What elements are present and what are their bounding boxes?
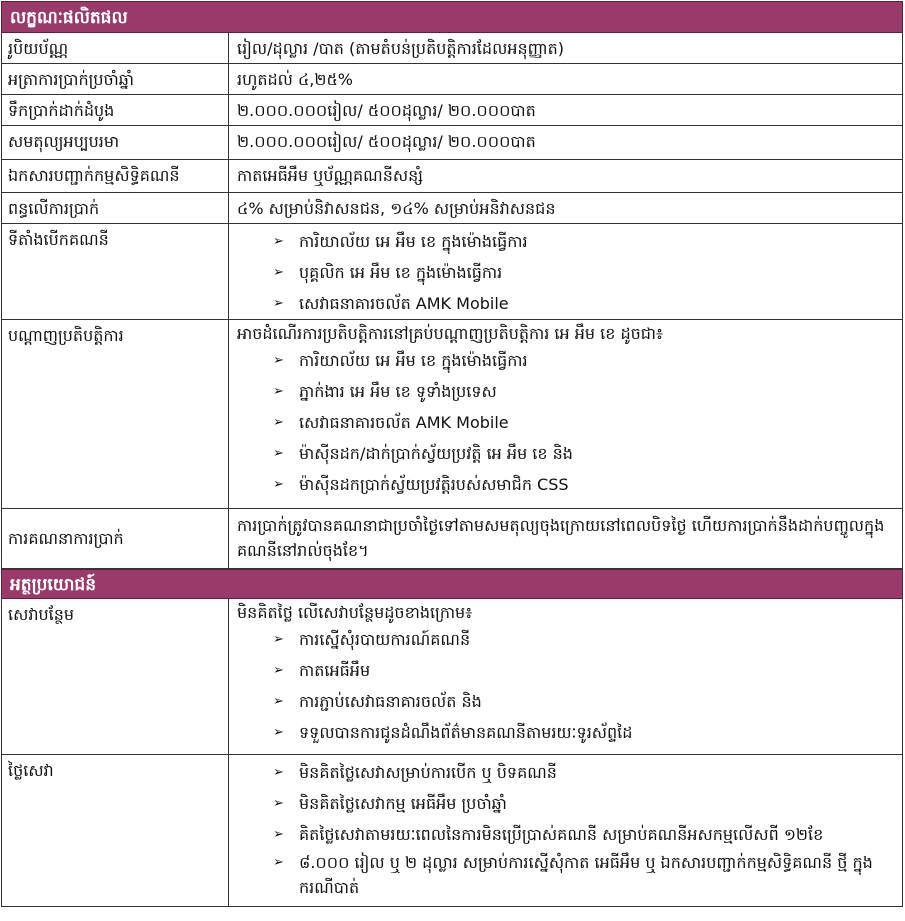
list-item: ➢ ការស្នើសុំរបាយការណ៍គណនី — [273, 624, 894, 655]
table-row — [1, 95, 903, 126]
arrow-bullet-icon: ➢ — [273, 855, 284, 870]
row-label: ឯកសារបញ្ជាក់កម្មសិទ្ធិគណនី — [2, 160, 229, 192]
benefits-header: អត្ថប្រយោជន៍ — [1, 569, 903, 599]
row-label: ថ្លៃសេវា — [2, 755, 229, 906]
table-row — [1, 193, 903, 224]
list-item: ➢ បុគ្គលិក អេ អឹម ខេ ក្នុងម៉ោងធ្វើការ — [273, 257, 894, 288]
network-intro: អាចដំណើរការប្រតិបត្តិការនៅគ្រប់បណ្តាញប្រតិបត្តិការ អេ អឹម ខេ ដូចជា៖ — [237, 324, 664, 343]
table-row-opening-locations — [1, 224, 903, 320]
list-item: ➢ ការិយាល័យ អេ អឹម ខេ ក្នុងម៉ោងធ្វើការ — [273, 345, 894, 376]
features-header: លក្ខណៈផលិតផល — [1, 1, 903, 33]
list-item: ➢ សេវាធនាគារចល័ត AMK Mobile — [273, 407, 894, 438]
table-row — [1, 160, 903, 193]
product-table — [1, 1, 903, 907]
list-item: ➢ ភ្នាក់ងារ អេ អឹម ខេ ទូទាំងប្រទេស — [273, 376, 894, 407]
row-value: រៀល/ដុល្លារ /បាត (តាមតំបន់ប្រតិបត្តិការដែលអនុញ្ញាត) — [237, 39, 565, 58]
row-value: រហូតដល់ ៤,២៥% — [237, 70, 353, 89]
row-label: ពន្ធលើការប្រាក់ — [2, 193, 229, 223]
row-value: កាតអេធីអឹម ឬប័ណ្ណគណនីសន្សំ — [237, 166, 424, 185]
arrow-bullet-icon: ➢ — [273, 234, 284, 249]
network-list — [237, 345, 894, 500]
row-label: សេវាបន្ថែម — [2, 599, 229, 754]
arrow-bullet-icon: ➢ — [273, 384, 284, 399]
row-label: សមតុល្យអប្បបរមា — [2, 126, 229, 159]
extra-services-intro: មិនគិតថ្លៃ លើសេវាបន្ថែមដូចខាងក្រោម៖ — [237, 603, 473, 622]
arrow-bullet-icon: ➢ — [273, 353, 284, 368]
table-row — [1, 64, 903, 95]
list-item: ➢ ការភ្ជាប់សេវាធនាគារចល័ត និង — [273, 686, 894, 717]
arrow-bullet-icon: ➢ — [273, 446, 284, 461]
arrow-bullet-icon: ➢ — [273, 415, 284, 430]
fees-list — [237, 757, 894, 900]
row-label: អត្រាការប្រាក់ប្រចាំឆ្នាំ — [2, 64, 229, 94]
arrow-bullet-icon: ➢ — [273, 632, 284, 647]
opening-list — [237, 226, 894, 319]
table-row — [1, 126, 903, 160]
table-row-fees — [1, 755, 903, 907]
arrow-bullet-icon: ➢ — [273, 694, 284, 709]
table-row — [1, 33, 903, 64]
row-label: ការគណនាការប្រាក់ — [2, 509, 229, 568]
table-row-interest-calculation — [1, 509, 903, 569]
arrow-bullet-icon: ➢ — [273, 765, 284, 780]
list-item: ➢ មិនគិតថ្លៃសេវាសម្រាប់ការបើក ឬ បិទគណនី — [273, 757, 894, 788]
arrow-bullet-icon: ➢ — [273, 796, 284, 811]
extra-services-list — [237, 624, 894, 748]
list-item: ➢ ម៉ាស៊ីនដកប្រាក់ស្វ័យប្រវត្តិរបស់សមាជិក CSS — [273, 469, 894, 500]
row-value: ២.០០០.០០០រៀល/ ៥០០ដុល្លារ/ ២០.០០០បាត — [237, 101, 536, 120]
row-value: ការប្រាក់ត្រូវបានគណនាជាប្រចាំថ្ងៃទៅតាមសមតុល្យចុងក្រោយនៅពេលបិទថ្ងៃ ហើយការប្រាក់នឹងដាក់បញ្ចូលក្នុងគណនីនៅរាល់ចុងខែ។ — [237, 516, 885, 560]
arrow-bullet-icon: ➢ — [273, 725, 284, 740]
list-item: ➢ គិតថ្លៃសេវាតាមរយៈពេលនៃការមិនប្រើប្រាស់គណនី សម្រាប់គណនីអសកម្មលើសពី ១២ខែ — [273, 819, 894, 850]
row-label: ទឹកប្រាក់ដាក់ដំបូង — [2, 95, 229, 125]
list-item: ➢ កាតអេធីអឹម — [273, 655, 894, 686]
row-label: រូបិយប័ណ្ណ — [2, 33, 229, 63]
arrow-bullet-icon: ➢ — [273, 663, 284, 678]
arrow-bullet-icon: ➢ — [273, 265, 284, 280]
list-item: ➢ ការិយាល័យ អេ អឹម ខេ ក្នុងម៉ោងធ្វើការ — [273, 226, 894, 257]
arrow-bullet-icon: ➢ — [273, 827, 284, 842]
table-row-extra-services — [1, 599, 903, 755]
list-item: ➢ ម៉ាស៊ីនដក/ដាក់ប្រាក់ស្វ័យប្រវត្តិ អេ អឹម ខេ និង — [273, 438, 894, 469]
table-row-network — [1, 320, 903, 509]
list-item: ➢ ទទួលបានការជូនដំណឹងព័ត៌មានគណនីតាមរយៈទូរស័ព្ទដៃ — [273, 717, 894, 748]
list-item: ➢ ៨.០០០ រៀល ឬ ២ ដុល្លារ សម្រាប់ការស្នើសុំកាត អេធីអឹម ឬ ឯកសារបញ្ជាក់កម្មសិទ្ធិគណនី ថ្មី ក្នុងករណីបាត់ — [273, 850, 894, 900]
row-value: ៤% សម្រាប់និវាសនជន, ១៤% សម្រាប់អនិវាសនជន — [237, 199, 556, 218]
arrow-bullet-icon: ➢ — [273, 296, 284, 311]
list-item: ➢ មិនគិតថ្លៃសេវាកម្ម អេធីអឹម ប្រចាំឆ្នាំ — [273, 788, 894, 819]
row-label: បណ្តាញប្រតិបត្តិការ — [2, 320, 229, 508]
row-label: ទីតាំងបើកគណនី — [2, 224, 229, 319]
row-value: ២.០០០.០០០រៀល/ ៥០០ដុល្លារ/ ២០.០០០បាត — [237, 132, 536, 151]
list-item: ➢ សេវាធនាគារចល័ត AMK Mobile — [273, 288, 894, 319]
arrow-bullet-icon: ➢ — [273, 477, 284, 492]
